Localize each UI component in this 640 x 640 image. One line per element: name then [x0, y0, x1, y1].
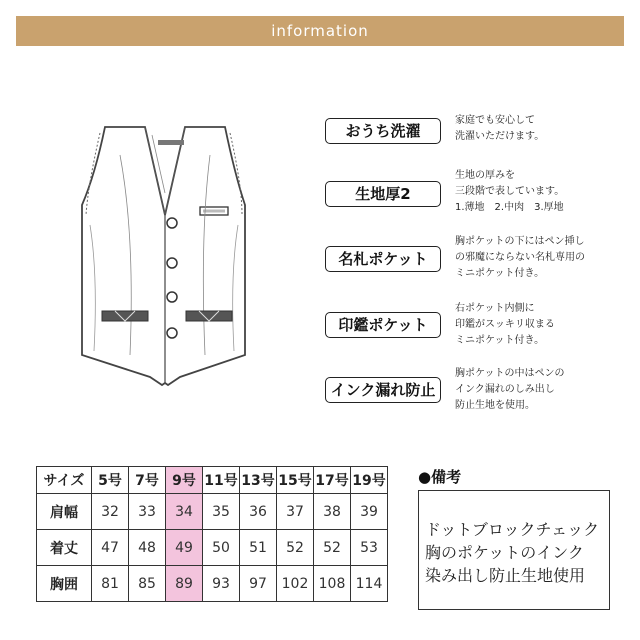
table-cell: 97 — [240, 566, 277, 602]
size-header-cell: 5号 — [92, 467, 129, 494]
feature-desc-name-pocket: 胸ポケットの下にはペン挿し の邪魔にならない名札専用の ミニポケット付き。 — [455, 236, 585, 279]
size-header-cell: 7号 — [129, 467, 166, 494]
notes-line: 胸のポケットのインク — [425, 543, 584, 562]
notes-line: 染み出し防止生地使用 — [425, 566, 586, 585]
size-table-header — [37, 467, 388, 494]
right-pocket — [186, 311, 232, 321]
table-cell: 85 — [129, 566, 166, 602]
button-2 — [167, 258, 177, 268]
left-pocket — [102, 311, 148, 321]
table-cell-highlight: 34 — [166, 494, 203, 530]
table-cell: 48 — [129, 530, 166, 566]
table-cell: 36 — [240, 494, 277, 530]
vest-outline — [82, 127, 245, 385]
table-cell: 38 — [314, 494, 351, 530]
table-cell: 37 — [277, 494, 314, 530]
table-cell: 33 — [129, 494, 166, 530]
button-3 — [167, 292, 177, 302]
table-cell: 93 — [203, 566, 240, 602]
table-cell: 52 — [314, 530, 351, 566]
table-cell: 114 — [351, 566, 388, 602]
feature-label-thickness: 生地厚2 — [325, 181, 441, 207]
feature-label-seal-pocket: 印鑑ポケット — [325, 312, 441, 338]
information-title: information — [271, 22, 369, 40]
size-header-cell-highlight: 9号 — [166, 467, 203, 494]
table-cell-highlight: 49 — [166, 530, 203, 566]
feature-desc-ink-guard: 胸ポケットの中はペンの インク漏れのしみ出し 防止生地を使用。 — [455, 368, 565, 411]
feature-label-ink-guard: インク漏れ防止 — [325, 377, 441, 403]
table-cell: 53 — [351, 530, 388, 566]
notes-line: ドットブロックチェック — [425, 520, 600, 539]
table-cell: 102 — [277, 566, 314, 602]
collar-label — [158, 140, 184, 145]
size-header-label: サイズ — [37, 467, 92, 494]
information-header — [16, 16, 624, 46]
feature-desc-washable: 家庭でも安心して 洗濯いただけます。 — [455, 115, 545, 142]
feature-desc-thickness: 生地の厚みを 三段階で表しています。 1.薄地 2.中肉 3.厚地 — [455, 170, 565, 213]
size-header-cell: 17号 — [314, 467, 351, 494]
table-cell: 47 — [92, 530, 129, 566]
notes-box — [418, 490, 610, 610]
size-header-cell: 13号 — [240, 467, 277, 494]
table-cell: 50 — [203, 530, 240, 566]
row-label: 着丈 — [37, 530, 92, 566]
table-cell: 108 — [314, 566, 351, 602]
table-row — [37, 494, 388, 530]
table-cell: 51 — [240, 530, 277, 566]
button-4 — [167, 328, 177, 338]
table-row — [37, 530, 388, 566]
table-cell: 52 — [277, 530, 314, 566]
size-header-cell: 11号 — [203, 467, 240, 494]
feature-desc-seal-pocket: 右ポケット内側に 印鑑がスッキリ収まる ミニポケット付き。 — [455, 303, 555, 346]
feature-label-washable: おうち洗濯 — [325, 118, 441, 144]
table-cell-highlight: 89 — [166, 566, 203, 602]
table-cell: 81 — [92, 566, 129, 602]
table-cell: 35 — [203, 494, 240, 530]
button-1 — [167, 218, 177, 228]
table-row — [37, 566, 388, 602]
table-cell: 32 — [92, 494, 129, 530]
row-label: 胸囲 — [37, 566, 92, 602]
size-header-cell: 19号 — [351, 467, 388, 494]
table-cell: 39 — [351, 494, 388, 530]
feature-label-name-pocket: 名札ポケット — [325, 246, 441, 272]
row-label: 肩幅 — [37, 494, 92, 530]
size-table — [36, 466, 388, 602]
vest-illustration — [60, 115, 270, 405]
size-header-cell: 15号 — [277, 467, 314, 494]
notes-title: ●備考 — [418, 468, 462, 486]
